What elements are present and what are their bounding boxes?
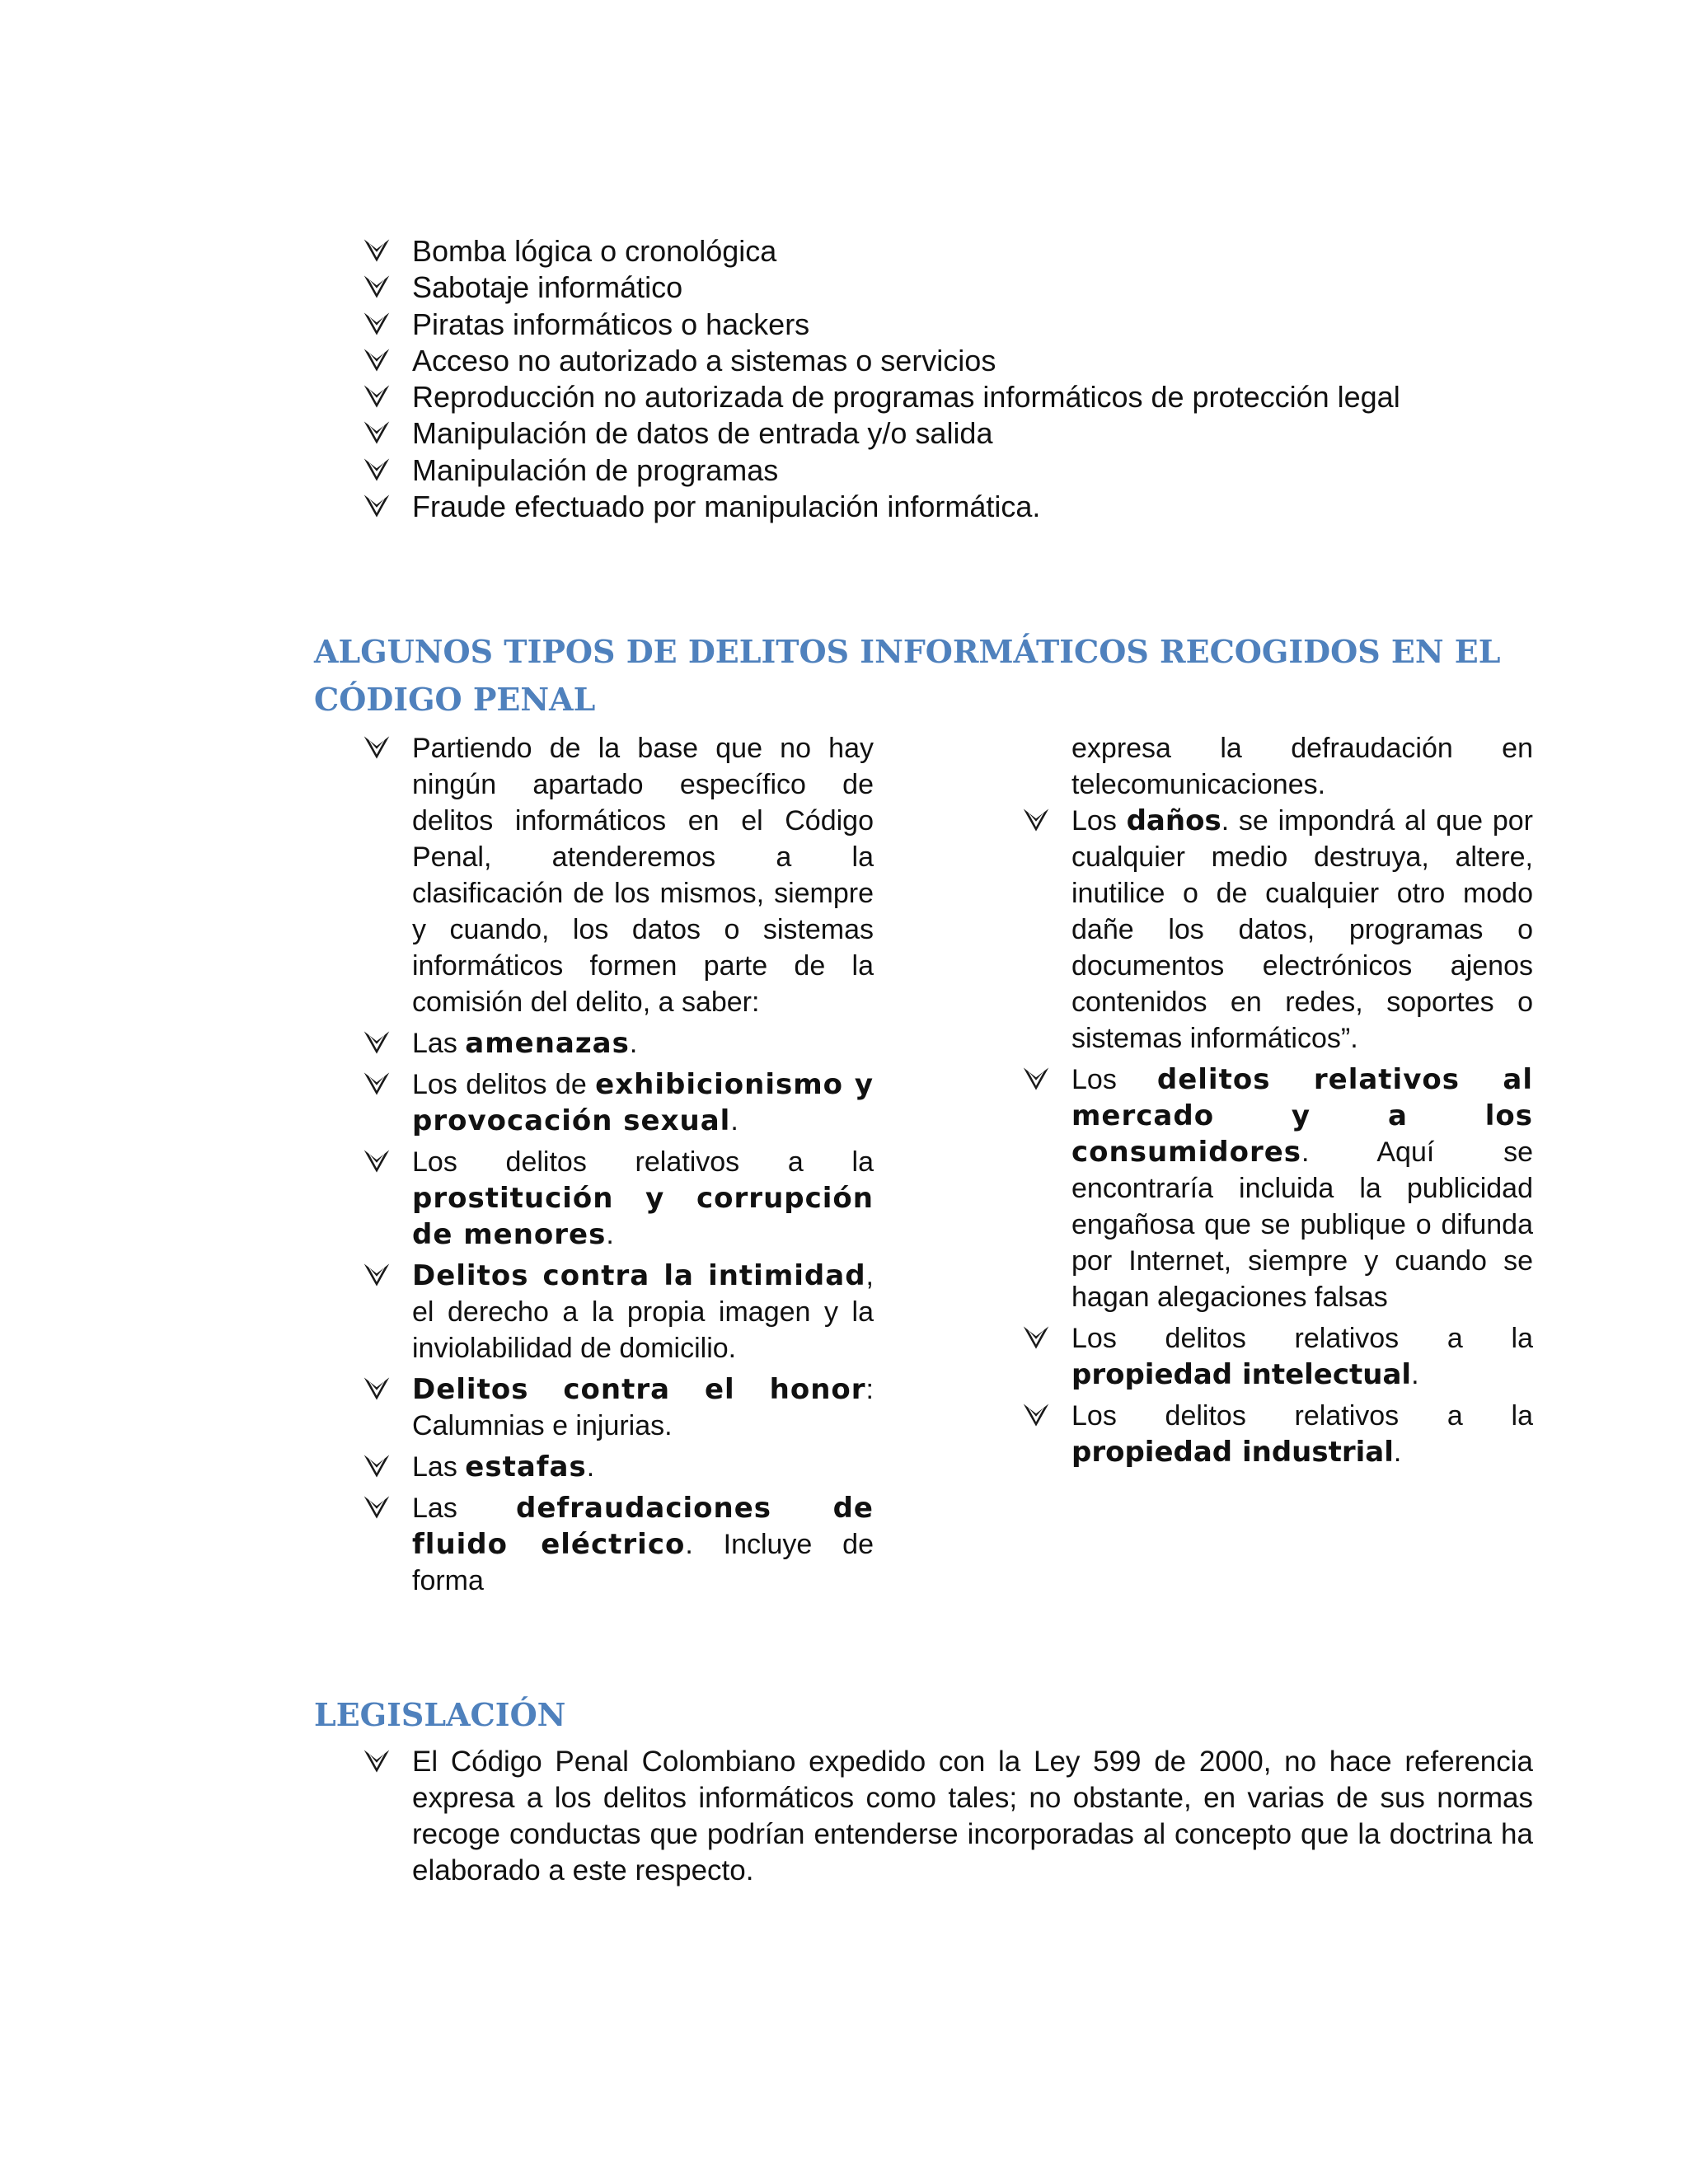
- check-arrow-icon: [363, 1490, 396, 1526]
- check-arrow-icon: [363, 307, 396, 343]
- intro-text: Partiendo de la base que no hay ningún apartado específico de delitos informáticos en el Código Penal, atenderemos a la clasificación de los mismos, siempre y cuando, los datos o sistemas informáticos formen parte de la comisión del delito, a saber:: [412, 733, 874, 1018]
- list-item: Acceso no autorizado a sistemas o servicios: [363, 343, 1558, 379]
- list-item: Sabotaje informático: [363, 269, 1558, 306]
- check-arrow-icon: [363, 1025, 396, 1062]
- list-item: Fraude efectuado por manipulación informática.: [363, 489, 1558, 525]
- list-item: Delitos contra el honor: Calumnias e injurias.: [363, 1371, 874, 1444]
- check-arrow-icon: [363, 1258, 396, 1294]
- check-arrow-icon: [363, 1449, 396, 1485]
- check-arrow-icon: [363, 1371, 396, 1408]
- check-arrow-icon: [363, 730, 396, 766]
- check-arrow-icon: [363, 489, 396, 525]
- top-bullet-list: [363, 233, 1558, 525]
- list-item: El Código Penal Colombiano expedido con la Ley 599 de 2000, no hace referencia expresa a los delitos informáticos como tales; no obstante, en varias de sus normas recoge conductas que podrían entenderse incorporadas al concepto que la doctrina ha elaborado a este respecto.: [363, 1744, 1533, 1889]
- list-item: Los delitos relativos al mercado y a los consumidores. Aquí se encontraría incluida la publicidad engañosa que se publique o difunda por Internet, siempre y cuando se hagan alegaciones falsas: [1022, 1062, 1533, 1315]
- list-item: Los daños. se impondrá al que por cualquier medio destruya, altere, inutilice o de cualquier otro modo dañe los datos, programas o documentos electrónicos ajenos contenidos en redes, soportes o sistemas informáticos”.: [1022, 803, 1533, 1057]
- check-arrow-icon: [363, 1144, 396, 1180]
- list-item: [363, 730, 874, 1020]
- list-item: Manipulación de programas: [363, 452, 1558, 489]
- list-item: Las amenazas.: [363, 1025, 874, 1062]
- check-arrow-icon: [1022, 803, 1055, 839]
- check-arrow-icon: [363, 1066, 396, 1103]
- check-arrow-icon: [363, 379, 396, 415]
- check-arrow-icon: [1022, 1398, 1055, 1434]
- list-item-continuation: expresa la defraudación en telecomunicaciones.: [1071, 733, 1533, 800]
- list-item: Reproducción no autorizada de programas informáticos de protección legal: [363, 379, 1558, 415]
- check-arrow-icon: [363, 452, 396, 489]
- list-item: Bomba lógica o cronológica: [363, 233, 1558, 269]
- check-arrow-icon: [363, 233, 396, 269]
- section-heading-tipos: ALGUNOS TIPOS DE DELITOS INFORMÁTICOS RECOGIDOS EN EL CÓDIGO PENAL: [314, 633, 1501, 718]
- check-arrow-icon: [363, 415, 396, 452]
- tipos-left-column: [363, 730, 874, 1599]
- check-arrow-icon: [1022, 1062, 1055, 1098]
- list-item: Piratas informáticos o hackers: [363, 307, 1558, 343]
- list-item: Las defraudaciones de fluido eléctrico. Incluye de forma: [363, 1490, 874, 1599]
- list-item: Manipulación de datos de entrada y/o salida: [363, 415, 1558, 452]
- check-arrow-icon: [1022, 1320, 1055, 1357]
- list-item: Los delitos relativos a la propiedad industrial.: [1022, 1398, 1533, 1470]
- legislacion-list: [363, 1744, 1533, 1889]
- list-item: Los delitos relativos a la prostitución y corrupción de menores.: [363, 1144, 874, 1253]
- tipos-right-column: [1022, 730, 1533, 1475]
- list-item: Los delitos relativos a la propiedad intelectual.: [1022, 1320, 1533, 1393]
- list-item: Las estafas.: [363, 1449, 874, 1485]
- list-item: Los delitos de exhibicionismo y provocación sexual.: [363, 1066, 874, 1139]
- check-arrow-icon: [363, 1744, 396, 1780]
- check-arrow-icon: [363, 269, 396, 306]
- check-arrow-icon: [363, 343, 396, 379]
- section-heading-legislacion: LEGISLACIÓN: [314, 1696, 566, 1733]
- list-item: Delitos contra la intimidad, el derecho a la propia imagen y la inviolabilidad de domicilio.: [363, 1258, 874, 1366]
